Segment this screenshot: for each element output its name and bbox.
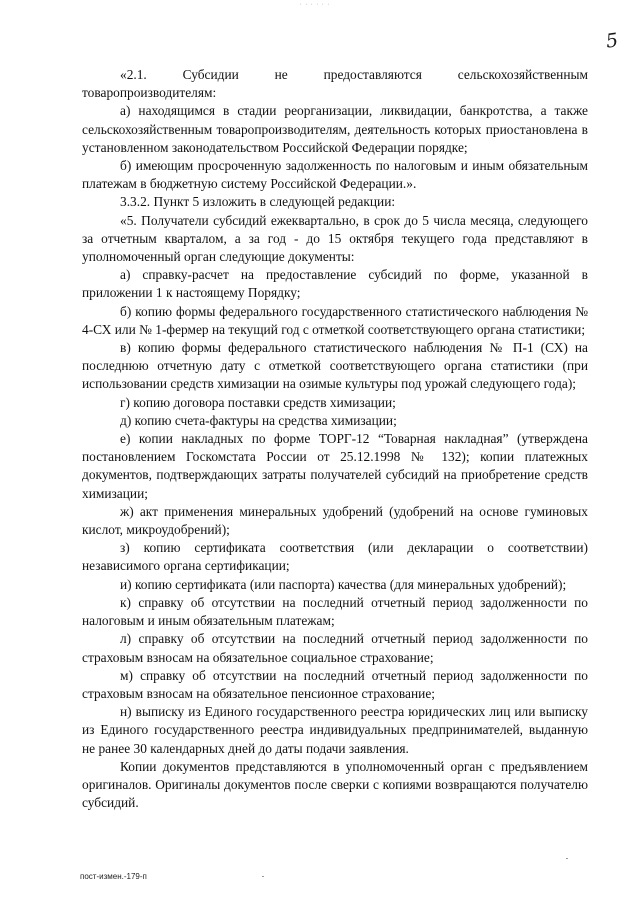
list-item-n: н) выписку из Единого государственного реестра юридических лиц или выписку из Единого государственного реестра индивидуальных предпринимателей, выданную не ранее 30 календарных дней до даты подачи заявления. [82, 704, 588, 756]
list-item-m: м) справку об отсутствии на последний отчетный период задолженности по страховым взносам на обязательное пенсионное страхование; [82, 667, 588, 701]
list-item-z: з) копию сертификата соответствия (или декларации о соответствии) независимого органа сертификации; [82, 540, 588, 574]
list-item-d: д) копию счета-фактуры на средства химизации; [120, 412, 397, 428]
paragraph-3-3-2: 3.3.2. Пункт 5 изложить в следующей редакции: [120, 194, 396, 210]
paragraph-item-a: а) находящимся в стадии реорганизации, ликвидации, банкротства, а также сельскохозяйственным товаропроизводителям, деятельность которых приостановлена в установленном законодательством Российской Федерации порядке; [82, 103, 588, 155]
closing-paragraph: Копии документов представляются в уполномоченный орган с предъявлением оригиналов. Оригиналы документов после сверки с копиями возвращаются получателю субсидий. [82, 758, 588, 811]
paragraph-item-b: б) имеющим просроченную задолженность по налоговым и иным обязательным платежам в бюджетную систему Российской Федерации.». [82, 158, 588, 192]
list-item-v: в) копию формы федерального статистического наблюдения № П-1 (СХ) на последнюю отчетную дату с отметкой соответствующего органа статистики (при использовании средств химизации на озимые культуры под урожай следующего года); [82, 340, 588, 392]
scan-speck [566, 858, 568, 859]
document-body [82, 66, 588, 812]
paragraph-2-1: «2.1. Субсидии не предоставляются сельскохозяйственным товаропроизводителям: [82, 67, 588, 101]
list-item-g: г) копию договора поставки средств химизации; [120, 394, 396, 410]
list-item-b: б) копию формы федерального государственного статистического наблюдения № 4-СХ или № 1-фермер на текущий год с отметкой соответствующего органа статистики; [82, 303, 588, 337]
list-item-zh: ж) акт применения минеральных удобрений (удобрений на основе гуминовых кислот, микроудобрений); [82, 503, 588, 538]
list-item-a: а) справку-расчет на предоставление субсидий по форме, указанной в приложении 1 к настоящему Порядку; [82, 267, 588, 301]
list-item-i: и) копию сертификата (или паспорта) качества (для минеральных удобрений); [120, 576, 567, 592]
top-scan-mark: · · · · · · [299, 2, 331, 8]
list-item-k: к) справку об отсутствии на последний отчетный период задолженности по налоговым и иным обязательным платежам; [82, 594, 588, 629]
page-number: 5 [604, 29, 620, 53]
scan-speck [262, 876, 264, 877]
footer-document-code: пост-измен.-179-п [80, 872, 147, 881]
list-item-l: л) справку об отсутствии на последний отчетный период задолженности по страховым взносам на обязательное социальное страхование; [82, 631, 588, 665]
paragraph-5: «5. Получатели субсидий ежеквартально, в срок до 5 числа месяца, следующего за отчетным кварталом, а за год - до 15 октября текущего года представляют в уполномоченный орган следующие документы: [82, 212, 588, 265]
list-item-e: е) копии накладных по форме ТОРГ-12 “Товарная накладная” (утверждена постановлением Госкомстата России от 25.12.1998 № 132); копии платежных документов, подтверждающих затраты получателей субсидий на приобретение средств химизации; [82, 431, 588, 501]
